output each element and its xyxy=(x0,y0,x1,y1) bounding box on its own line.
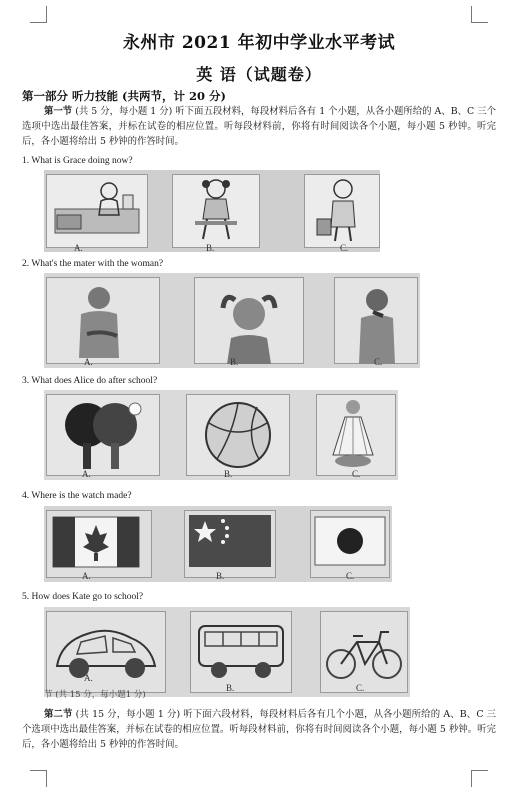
section-one-text: (共 5 分，每小题 1 分) 听下面五段材料，每段材料后各有 1 个小题，从各小题所给的 A、B、C 三个选项中选出最佳答案，并标在试卷的相应位置。听每段材料前，你将有时间阅读各个小题，每小题 5 秒钟。听完后，各小题将给出 5 秒钟的作答时间。 xyxy=(22,106,496,147)
option-a-label: A. xyxy=(82,571,91,581)
question-5-picture-strip xyxy=(44,607,410,697)
badminton-icon xyxy=(316,394,396,476)
section-one-instructions xyxy=(22,104,496,149)
section-two-label: 第二节 xyxy=(44,709,73,720)
crop-mark-bottom-left xyxy=(30,770,47,787)
question-2-picture-strip xyxy=(44,273,420,368)
stomachache-icon xyxy=(46,277,160,364)
option-b-label: B. xyxy=(230,357,239,367)
girl-sitting-icon xyxy=(172,174,260,248)
exam-title: 永州市 2021 年初中学业水平考试 xyxy=(122,33,396,53)
headache-icon xyxy=(194,277,304,364)
section-one-label: 第一节 xyxy=(44,106,73,117)
question-3: 3. What does Alice do after school? xyxy=(22,376,158,386)
question-5: 5. How does Kate go to school? xyxy=(22,592,144,602)
crop-mark-top-right xyxy=(471,6,488,23)
option-a-label: A. xyxy=(74,243,83,252)
canada-flag-icon xyxy=(46,510,152,578)
crop-mark-top-left xyxy=(30,6,47,23)
ping-pong-icon xyxy=(46,394,160,476)
option-c-label: C. xyxy=(374,357,383,367)
option-a-label: A. xyxy=(84,673,93,683)
japan-flag-icon xyxy=(310,510,390,578)
option-b-label: B. xyxy=(216,571,225,581)
girl-cooking-icon xyxy=(46,174,148,248)
option-c-label: C. xyxy=(356,683,365,693)
bleed-through-text: 节 (共 15 分，每小题1 分) xyxy=(44,690,146,700)
question-4-picture-strip xyxy=(44,506,392,582)
bicycle-icon xyxy=(320,611,408,693)
section-two-text: (共 15 分，每小题 1 分) 听下面六段材料，每段材料后各有几个小题，从各小题所给的 A、B、C 三个选项中选出最佳答案，并标在试卷的相应位置。听每段材料前，你将有时间阅读各个小题，每小题 5 秒钟。听完后，各小题将给出 5 秒钟的作答时间。 xyxy=(22,709,496,750)
section-two-instructions xyxy=(22,707,496,752)
option-a-label: A. xyxy=(84,357,93,367)
volleyball-icon xyxy=(186,394,290,476)
exam-subtitle: 英 语（试题卷） xyxy=(196,65,322,84)
bus-icon xyxy=(190,611,292,693)
crop-mark-bottom-right xyxy=(471,770,488,787)
option-c-label: C. xyxy=(352,469,361,479)
part-one-heading: 第一部分 听力技能 (共两节，计 20 分) xyxy=(22,89,226,103)
question-1: 1. What is Grace doing now? xyxy=(22,156,133,166)
option-b-label: B. xyxy=(224,469,233,479)
question-4: 4. Where is the watch made? xyxy=(22,491,132,501)
option-b-label: B. xyxy=(226,683,235,693)
question-1-picture-strip xyxy=(44,170,380,252)
question-2: 2. What's the mater with the woman? xyxy=(22,259,164,269)
question-3-picture-strip xyxy=(44,390,398,480)
sore-throat-icon xyxy=(334,277,418,364)
option-b-label: B. xyxy=(206,243,215,252)
china-flag-icon xyxy=(184,510,276,578)
option-a-label: A. xyxy=(82,469,91,479)
option-c-label: C. xyxy=(346,571,355,581)
car-icon xyxy=(46,611,166,693)
option-c-label: C. xyxy=(340,243,349,252)
girl-with-bucket-icon xyxy=(304,174,380,248)
